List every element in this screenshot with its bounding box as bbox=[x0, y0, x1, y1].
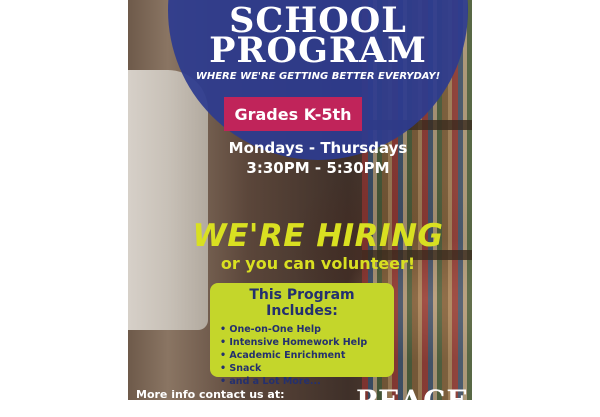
includes-title: This Program Includes: bbox=[249, 287, 355, 319]
title-line-school: SCHOOL bbox=[229, 0, 407, 41]
teacher-figure bbox=[128, 70, 208, 330]
schedule-time: 3:30PM - 5:30PM bbox=[246, 159, 390, 177]
peace-logo: PEACE bbox=[356, 384, 469, 417]
schedule-days: Mondays - Thursdays bbox=[228, 139, 408, 157]
program-includes-box bbox=[210, 283, 394, 387]
contact-info-label: More info contact us at: bbox=[136, 388, 285, 401]
list-item: • and a Lot More... bbox=[220, 375, 384, 388]
title-line-program: PROGRAM bbox=[209, 30, 427, 71]
list-item: • Intensive Homework Help bbox=[220, 336, 384, 349]
flyer bbox=[128, 0, 472, 417]
grades-badge: Grades K-5th bbox=[224, 97, 362, 131]
volunteer-subheading: or you can volunteer! bbox=[220, 254, 416, 273]
list-item: • Academic Enrichment bbox=[220, 349, 384, 362]
hiring-heading: WE'RE HIRING bbox=[192, 218, 444, 254]
list-item: • Snack bbox=[220, 362, 384, 375]
list-item: • One-on-One Help bbox=[220, 323, 384, 336]
tagline: WHERE WE'RE GETTING BETTER EVERYDAY! bbox=[195, 71, 441, 82]
